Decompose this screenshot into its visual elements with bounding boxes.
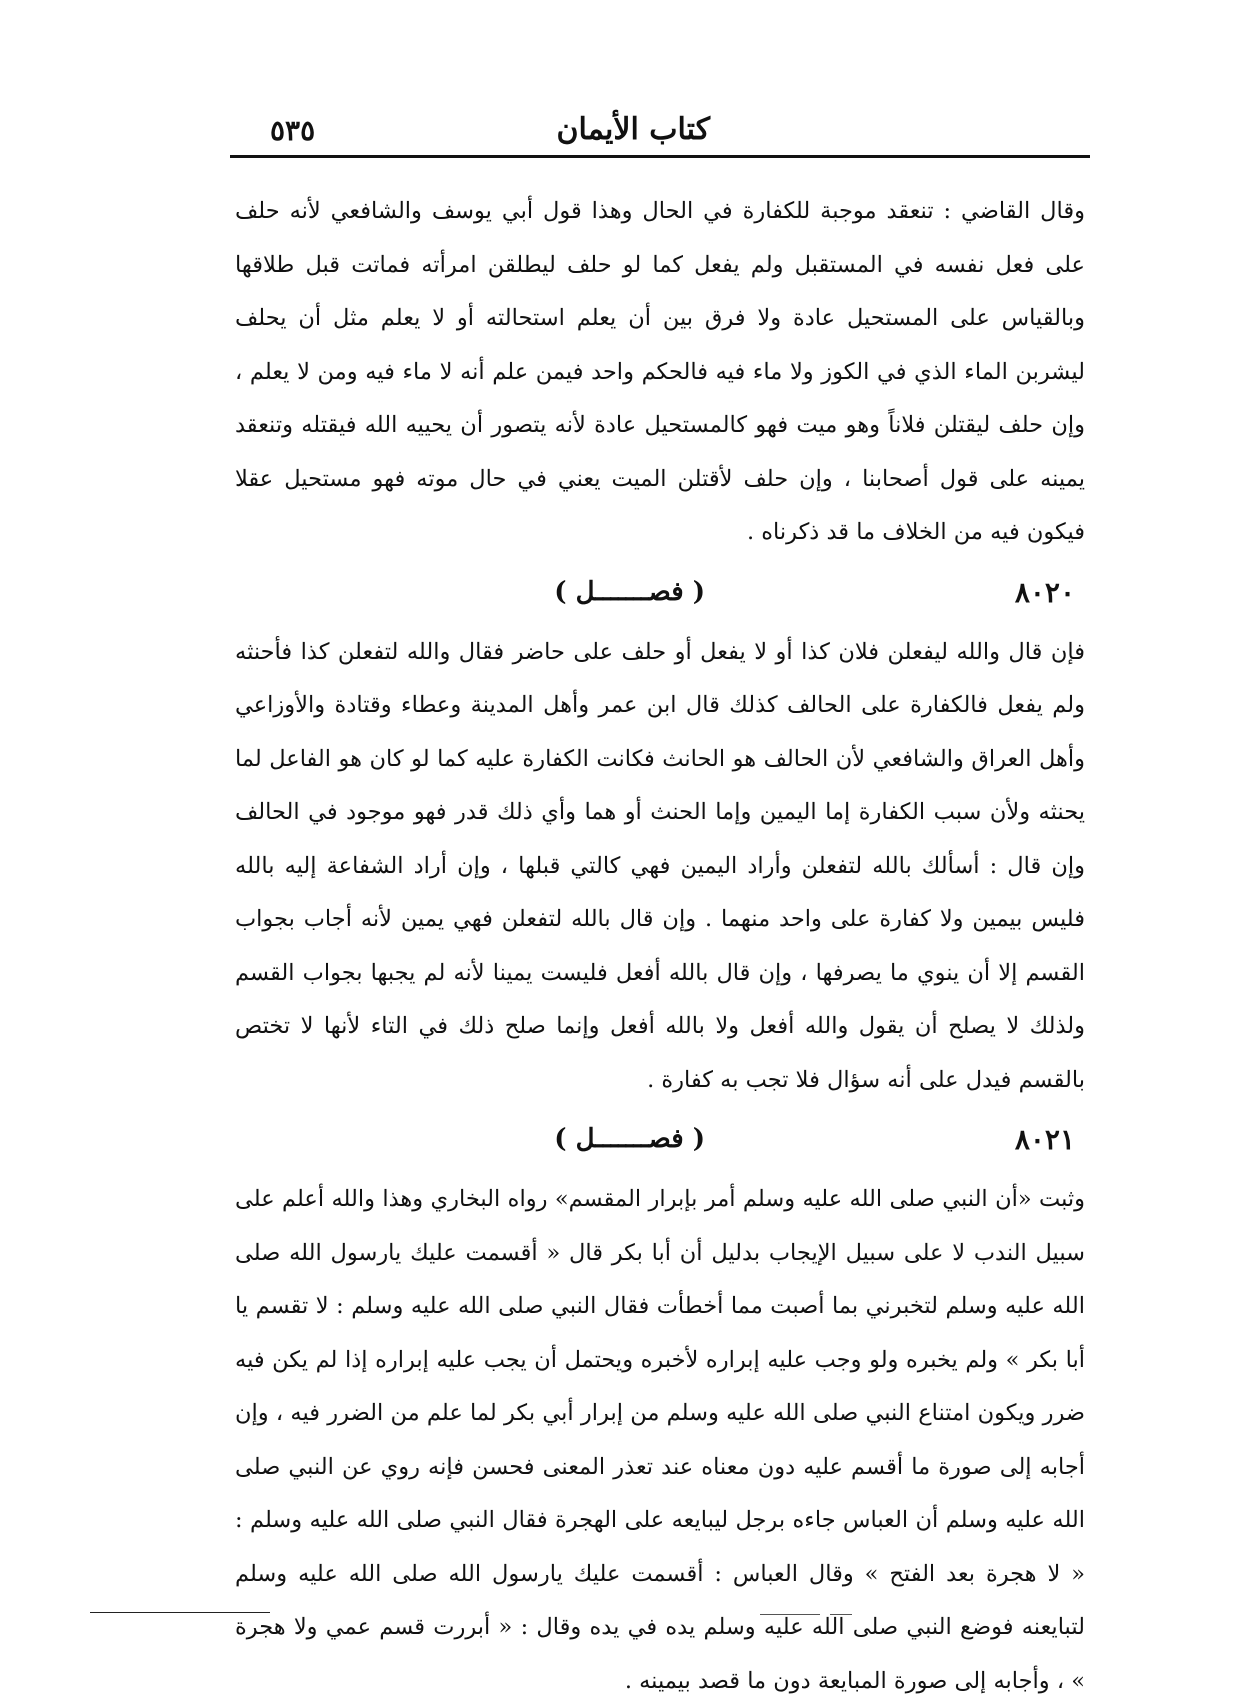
footer-mark xyxy=(760,1614,820,1615)
footnote-rule xyxy=(90,1612,270,1613)
running-title: كتاب الأيمان xyxy=(556,112,710,147)
page-header xyxy=(230,100,1090,160)
section-title: ( فصـــــــل ) xyxy=(554,576,705,607)
header-rule xyxy=(230,155,1090,158)
main-text xyxy=(235,185,1085,1708)
paragraph: وثبت «أن النبي صلى الله عليه وسلم أمر بإبرار المقسم» رواه البخاري وهذا والله أعلم على سبيل الندب لا على سبيل الإيجاب بدليل أن أبا بكر قال « أقسمت عليك يارسول الله صلى الله عليه وسلم لتخبرني بما أصبت مما أخطأت فقال النبي صلى الله عليه وسلم : لا تقسم يا أبا بكر » ولم يخبره ولو وجب عليه إبراره لأخبره ويحتمل أن يجب عليه إبراره إذا لم يكن فيه ضرر ويكون امتناع النبي صلى الله عليه وسلم من إبرار أبي بكر لما علم من الضرر فيه ، وإن أجابه إلى صورة ما أقسم عليه دون معناه عند تعذر المعنى فحسن فإنه روي عن النبي صلى الله عليه وسلم أن العباس جاءه برجل ليبايعه على الهجرة فقال النبي صلى الله عليه وسلم : « لا هجرة بعد الفتح » وقال العباس : أقسمت عليك يارسول الله صلى الله عليه وسلم لتبايعنه فوضع النبي صلى الله عليه وسلم يده في يده وقال : « أبررت قسم عمي ولا هجرة » ، وأجابه إلى صورة المبايعة دون ما قصد بيمينه . xyxy=(235,1186,1086,1694)
section-number: ٨٠٢١ xyxy=(1014,1123,1075,1156)
paragraph: فإن قال والله ليفعلن فلان كذا أو لا يفعل أو حلف على حاضر فقال والله لتفعلن كذا فأحنثه ولم يفعل فالكفارة على الحالف كذلك قال ابن عمر وأهل المدينة وعطاء وقتادة والأوزاعي وأهل العراق والشافعي لأن الحالف هو الحانث فكانت الكفارة عليه كما لو كان هو الفاعل لما يحنثه ولأن سبب الكفارة إما اليمين وإما الحنث أو هما وأي ذلك قدر فهو موجود في الحالف وإن قال : أسألك بالله لتفعلن وأراد اليمين فهي كالتي قبلها ، وإن أراد الشفاعة إليه بالله فليس بيمين ولا كفارة على واحد منهما . وإن قال بالله لتفعلن فهي يمين لأنه أجاب بجواب القسم إلا أن ينوي ما يصرفها ، وإن قال بالله أفعل فليست يمينا لأنه لم يجبها بجواب القسم ولذلك لا يصلح أن يقول والله أفعل ولا بالله أفعل وإنما صلح ذلك في التاء لأنها لا تختص بالقسم فيدل على أنه سؤال فلا تجب به كفارة . xyxy=(235,638,1085,1093)
footer-mark xyxy=(830,1614,852,1615)
page-number: ٥٣٥ xyxy=(270,114,316,147)
section-heading xyxy=(235,560,1085,626)
paragraph: وقال القاضي : تنعقد موجبة للكفارة في الحال وهذا قول أبي يوسف والشافعي لأنه حلف على فعل نفسه في المستقبل ولم يفعل كما لو حلف ليطلقن امرأته فماتت قبل طلاقها وبالقياس على المستحيل عادة ولا فرق بين أن يعلم استحالته أو لا يعلم مثل أن يحلف ليشربن الماء الذي في الكوز ولا ماء فيه فالحكم واحد فيمن علم أنه لا ماء فيه ومن لا يعلم ، وإن حلف ليقتلن فلاناً وهو ميت فهو كالمستحيل عادة لأنه يتصور أن يحييه الله فيقتله وتنعقد يمينه على قول أصحابنا ، وإن حلف لأقتلن الميت يعني في حال موته فهو مستحيل عقلا فيكون فيه من الخلاف ما قد ذكرناه . xyxy=(235,198,1085,545)
section-heading xyxy=(235,1107,1085,1173)
section-title: ( فصـــــــل ) xyxy=(554,1124,705,1154)
section-number: ٨٠٢٠ xyxy=(1014,575,1075,609)
